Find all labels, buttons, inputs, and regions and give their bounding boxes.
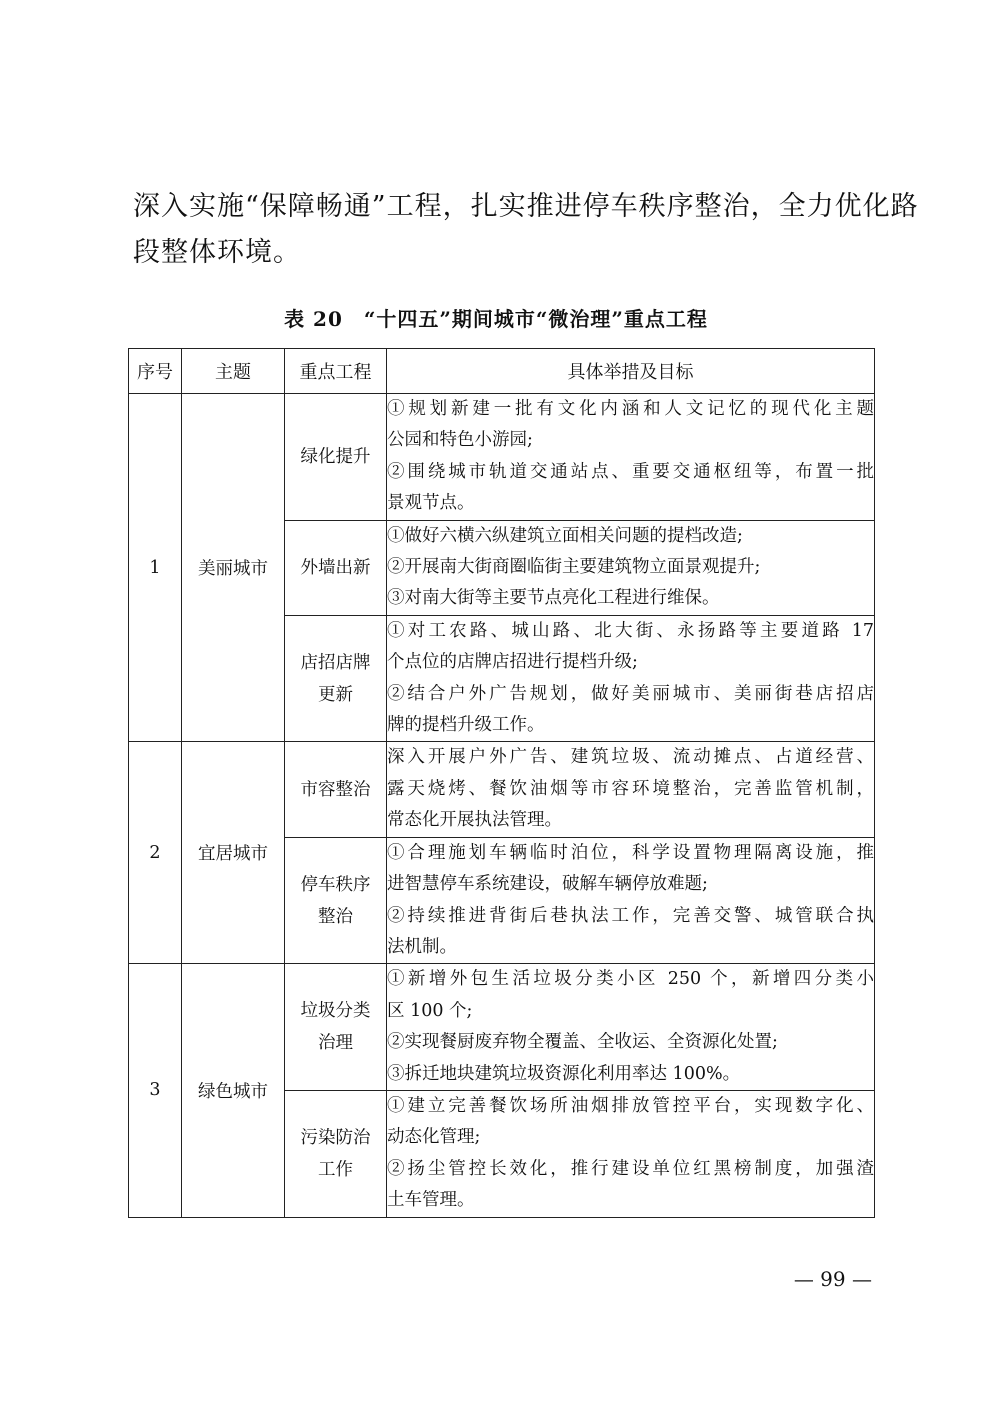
measures-cell	[387, 520, 875, 615]
measure-line: 区 100 个;	[387, 1000, 473, 1021]
project-name-line: 更新	[318, 684, 353, 705]
measure-line: ③对南大街等主要节点亮化工程进行维保。	[387, 588, 720, 609]
table-row	[129, 964, 875, 1091]
project-cell	[285, 837, 387, 964]
project-name-line: 外墙出新	[300, 557, 371, 578]
measure-line: ①对工农路、城山路、北大街、永扬路等主要道路 17	[387, 620, 874, 641]
project-name-line: 停车秩序	[300, 874, 371, 895]
header-theme: 主题	[182, 349, 285, 394]
measure-line: 露天烧烤、餐饮油烟等市容环境整治，完善监管机制，	[387, 778, 874, 799]
project-name-line: 绿化提升	[300, 446, 371, 467]
table-row	[129, 394, 875, 521]
measure-line: ①合理施划车辆临时泊位，科学设置物理隔离设施，推	[387, 842, 874, 863]
row-number: 1	[129, 394, 182, 742]
project-name-line: 整治	[318, 906, 353, 927]
table-title: 表 20 “十四五”期间城市“微治理”重点工程	[284, 307, 708, 331]
project-name-line: 污染防治	[300, 1127, 371, 1148]
measure-line: ②扬尘管控长效化，推行建设单位红黑榜制度，加强渣	[387, 1158, 874, 1179]
header-project: 重点工程	[285, 349, 387, 394]
project-cell	[285, 520, 387, 615]
intro-paragraph	[133, 184, 919, 276]
project-name-line: 店招店牌	[300, 652, 371, 673]
projects-table	[128, 348, 875, 1218]
measure-line: 动态化管理;	[387, 1127, 481, 1148]
measure-line: 公园和特色小游园;	[387, 430, 533, 451]
measures-cell	[387, 837, 875, 964]
project-cell	[285, 394, 387, 521]
row-number: 2	[129, 742, 182, 964]
project-cell	[285, 742, 387, 837]
project-name-line: 治理	[318, 1033, 353, 1054]
measure-line: ③拆迁地块建筑垃圾资源化利用率达 100%。	[387, 1063, 741, 1084]
measure-line: 进智慧停车系统建设，破解车辆停放难题;	[387, 874, 708, 895]
project-cell	[285, 615, 387, 742]
measure-line: 深入开展户外广告、建筑垃圾、流动摊点、占道经营、	[387, 747, 874, 768]
measures-cell	[387, 615, 875, 742]
measure-line: 牌的提档升级工作。	[387, 715, 545, 736]
intro-line-1: 深入实施“保障畅通”工程，扎实推进停车秩序整治，全力优化路	[133, 191, 919, 222]
measure-line: 法机制。	[387, 936, 457, 957]
measure-line: 常态化开展执法管理。	[387, 810, 562, 831]
project-name-line: 工作	[318, 1159, 353, 1180]
measure-line: ①做好六横六纵建筑立面相关问题的提档改造;	[387, 525, 743, 546]
project-cell	[285, 1090, 387, 1217]
measure-line: ①规划新建一批有文化内涵和人文记忆的现代化主题	[387, 399, 874, 419]
measure-line: ①新增外包生活垃圾分类小区 250 个，新增四分类小	[387, 969, 874, 990]
measures-cell	[387, 964, 875, 1091]
table-row	[129, 742, 875, 837]
measure-line: ②实现餐厨废弃物全覆盖、全收运、全资源化处置;	[387, 1032, 778, 1053]
measure-line: ①建立完善餐饮场所油烟排放管控平台，实现数字化、	[387, 1095, 874, 1116]
table-body	[129, 394, 875, 1218]
measure-line: ②持续推进背街后巷执法工作，完善交警、城管联合执	[387, 905, 874, 926]
measure-line: 土车管理。	[387, 1190, 475, 1211]
theme-cell: 美丽城市	[182, 394, 285, 742]
page-number: — 99 —	[793, 1267, 872, 1291]
project-name-line: 垃圾分类	[300, 1001, 371, 1022]
theme-cell: 宜居城市	[182, 742, 285, 964]
header-measures: 具体举措及目标	[387, 349, 875, 394]
measure-line: 个点位的店牌店招进行提档升级;	[387, 652, 638, 673]
measures-cell	[387, 742, 875, 837]
theme-cell: 绿色城市	[182, 964, 285, 1217]
table-header-row	[129, 349, 875, 394]
project-name-line: 市容整治	[300, 779, 371, 800]
measures-cell	[387, 394, 875, 521]
measure-line: ②围绕城市轨道交通站点、重要交通枢纽等，布置一批	[387, 461, 874, 482]
intro-line-2: 段整体环境。	[133, 237, 301, 268]
measures-cell	[387, 1090, 875, 1217]
measure-line: 景观节点。	[387, 493, 475, 514]
header-num: 序号	[129, 349, 182, 394]
row-number: 3	[129, 964, 182, 1217]
measure-line: ②结合户外广告规划，做好美丽城市、美丽街巷店招店	[387, 683, 874, 704]
measure-line: ②开展南大街商圈临街主要建筑物立面景观提升;	[387, 557, 761, 578]
project-cell	[285, 964, 387, 1091]
